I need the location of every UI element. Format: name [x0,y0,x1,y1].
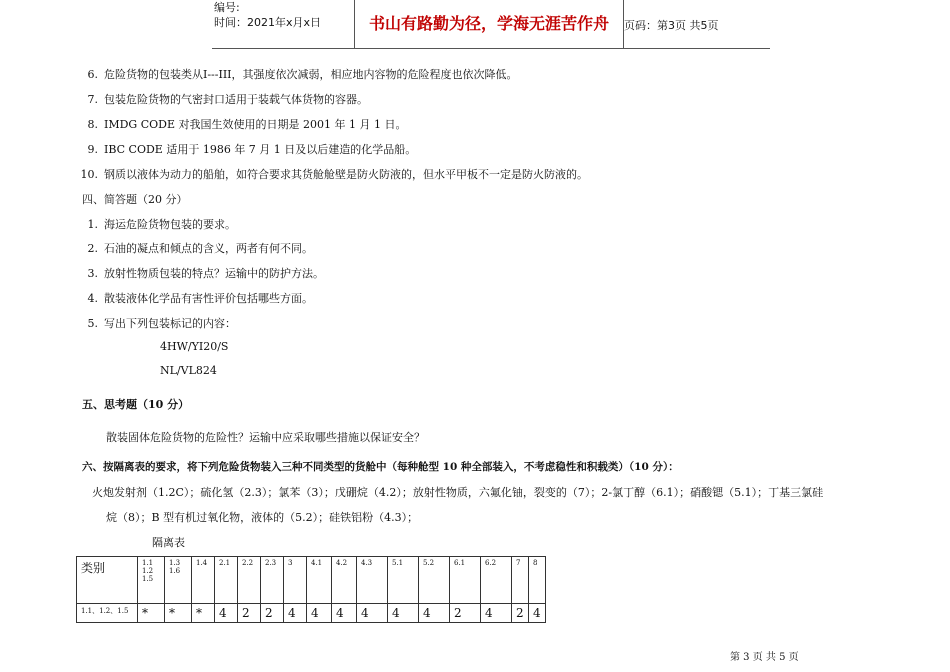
header-meta [212,0,355,48]
section-5-title: 五、思考题（10 分） [82,398,190,411]
table-cell: 2 [238,604,261,623]
table-cell: 2 [512,604,529,623]
package-mark-1: 4HW/YI20/S [160,340,229,353]
table-cell: 4 [357,604,388,623]
table-cell: 4 [332,604,357,623]
table-cell: 4 [284,604,307,623]
section-6-line-2: 烷（8）；B 型有机过氧化物，液体的（5.2）；硅铁铝粉（4.3）； [106,511,419,524]
col-header: 2.2 [238,557,261,604]
col-header: 3 [284,557,307,604]
table-cell: * [192,604,215,623]
table-row [77,604,546,623]
time-label: 时间：2021年x月x日 [214,16,322,29]
table-cell: 2 [261,604,284,623]
col-header: 2.1 [215,557,238,604]
tf-item-8: 8. IMDG CODE 对我国生效使用的日期是 2001 年 1 月 1 日。 [87,118,407,131]
col-header: 2.3 [261,557,284,604]
section-6-line-1: 火炮发射剂（1.2C）；硫化氢（2.3）；氯苯（3）；戊硼烷（4.2）；放射性物质，六氟化铀，裂变的（7）；2-氯丁醇（6.1）；硝酸锶（5.1）；丁基三氯硅 [92,486,824,499]
col-header: 1.1 1.2 1.5 [138,557,165,604]
serial-label: 编号: [214,1,240,14]
row-label-cell: 1.1、1.2、1.5 [77,604,138,623]
table-cell: * [165,604,192,623]
table-cell: 4 [529,604,546,623]
tf-item-9: 9. IBC CODE 适用于 1986 年 7 月 1 日及以后建造的化学品船。 [87,143,417,156]
col-header: 4.2 [332,557,357,604]
col-header: 5.2 [419,557,450,604]
col-header: 6.1 [450,557,481,604]
table-cell: 4 [419,604,450,623]
col-header: 1.3 1.6 [165,557,192,604]
header-label-cell: 类别 [77,557,138,604]
table-cell: 4 [388,604,419,623]
package-mark-2: NL/VL824 [160,364,217,377]
tf-item-7: 7. 包装危险货物的气密封口适用于装载气体货物的容器。 [87,93,368,106]
section-4-title: 四、简答题（20 分） [82,193,188,206]
col-header: 8 [529,557,546,604]
separation-table [76,556,546,623]
section-5-question: 散装固体危险货物的危险性？运输中应采取哪些措施以保证安全？ [106,431,425,444]
col-header: 5.1 [388,557,419,604]
table-cell: 4 [307,604,332,623]
col-header: 6.2 [481,557,512,604]
table-title: 隔离表 [152,536,185,549]
header-motto: 书山有路勤为径，学海无涯苦作舟 [355,0,624,48]
col-header: 4.3 [357,557,388,604]
col-header: 7 [512,557,529,604]
page-footer: 第 3 页 共 5 页 [730,652,799,663]
tf-item-6: 6. 危险货物的包装类从I---III，其强度依次减弱，相应地内容物的危险程度也依次降低。 [87,68,518,81]
qa-item-4: 4. 散装液体化学品有害性评价包括哪些方面。 [87,292,313,305]
table-cell: 4 [481,604,512,623]
col-header: 4.1 [307,557,332,604]
qa-item-5: 5. 写出下列包装标记的内容： [87,317,236,330]
qa-item-3: 3. 放射性物质包装的特点？运输中的防护方法。 [87,267,324,280]
table-cell: 4 [215,604,238,623]
tf-item-10: 10. 钢质以液体为动力的船舶，如符合要求其货舱舱壁是防火防液的，但水平甲板不一定是防火防液的。 [80,168,588,181]
page-header [212,0,770,49]
section-6-title: 六、按隔离表的要求，将下列危险货物装入三种不同类型的货舱中（每种舱型 10 种全部装入，不考虑稳性和积载类）（10 分）： [82,461,679,473]
qa-item-1: 1. 海运危险货物包装的要求。 [87,218,236,231]
table-cell: 2 [450,604,481,623]
table-header-row [77,557,546,604]
col-header: 1.4 [192,557,215,604]
header-page-label: 页码：第3页 共5页 [624,19,719,32]
table-cell: * [138,604,165,623]
qa-item-2: 2. 石油的凝点和倾点的含义，两者有何不同。 [87,242,313,255]
